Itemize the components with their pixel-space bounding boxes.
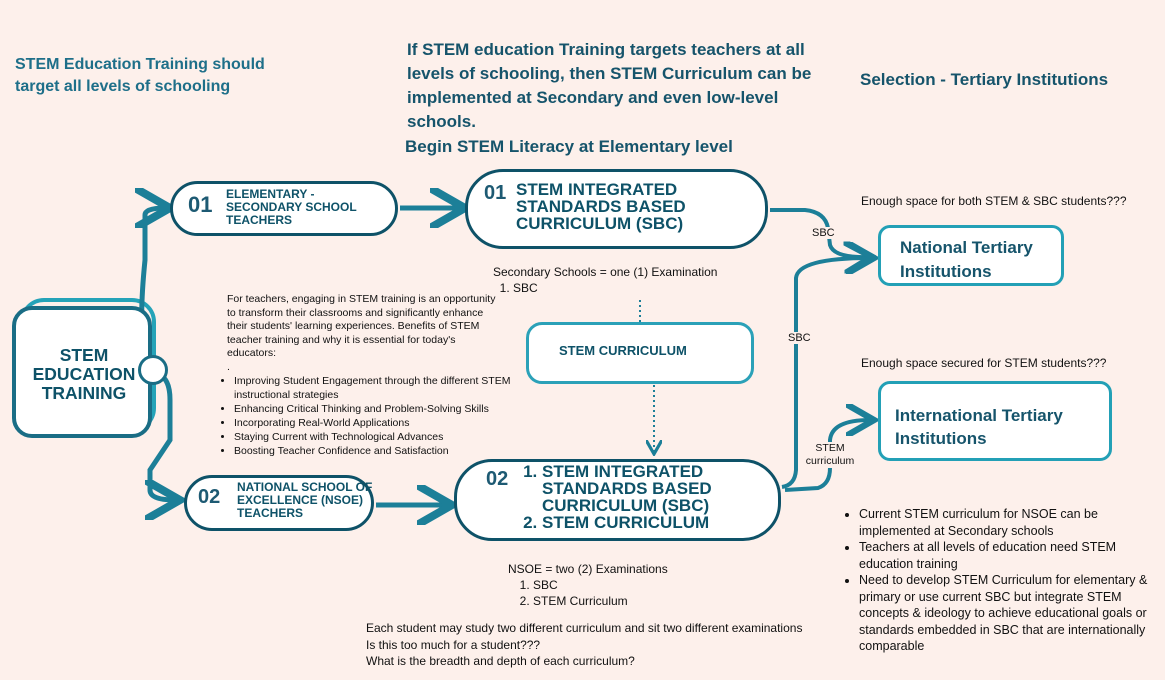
secondary-exam-item: 1. SBC: [513, 280, 717, 296]
national-question: Enough space for both STEM & SBC students???: [861, 194, 1127, 208]
nsoe-exam-item: 2. STEM Curriculum: [533, 593, 668, 609]
national-tertiary-label: National Tertiary Institutions: [900, 238, 1033, 281]
note-item: • Current STEM curriculum for NSOE can be implemented at Secondary schools: [859, 506, 1149, 539]
benefit-item: • Incorporating Real-World Applications: [234, 416, 534, 430]
arrow-label-stem-curriculum: STEM curriculum: [800, 442, 860, 468]
international-question: Enough space secured for STEM students???: [861, 356, 1107, 370]
heading-middle: If STEM education Training targets teachers at all levels of schooling, then STEM Curriculum can be implemented at Secondary and even low-level schools.: [407, 40, 812, 131]
nsoe-curriculum-number: 02: [486, 468, 509, 490]
benefit-item: • Boosting Teacher Confidence and Satisfaction: [234, 444, 534, 458]
secondary-exams: [493, 264, 717, 296]
note-item: • Teachers at all levels of education need STEM education training: [859, 539, 1149, 572]
stem-curriculum-label: STEM CURRICULUM: [559, 343, 687, 358]
notes-list: [843, 506, 1149, 655]
elementary-number: 01: [188, 192, 213, 217]
benefit-item: • Enhancing Critical Thinking and Problem-Solving Skills: [234, 402, 534, 416]
benefit-item: • Staying Current with Technological Advances: [234, 430, 534, 444]
elementary-label: ELEMENTARY - SECONDARY SCHOOL TEACHERS: [226, 187, 357, 227]
sbc-label: STEM INTEGRATED STANDARDS BASED CURRICULUM (SBC): [516, 180, 686, 233]
nsoe-exams: [508, 561, 668, 609]
arrow-label-sbc-top: SBC: [809, 227, 838, 239]
connector-node: [138, 355, 168, 385]
benefits-intro: For teachers, engaging in STEM training is an opportunity to transform their classrooms and significantly enhance their students' learning experiences. Benefits of STEM teacher training and why it is essential for today's educators:: [227, 293, 496, 359]
sbc-box: [465, 169, 768, 249]
nsoe-exams-title: NSOE = two (2) Examinations: [508, 562, 668, 576]
benefits-dot: .: [227, 361, 230, 373]
nsoe-teachers-box: [184, 475, 374, 531]
nsoe-curriculum-box: [454, 459, 781, 541]
elementary-teachers-box: [170, 181, 398, 236]
heading-left: STEM Education Training should target all levels of schooling: [15, 56, 265, 95]
note-item: • Need to develop STEM Curriculum for elementary & primary or use current SBC but integrate STEM concepts & ideology to achieve educational goals or standards embedded in SBC that are internationally comparable: [859, 572, 1149, 655]
stem-training-box: [12, 306, 152, 438]
bottom-questions: [366, 620, 802, 670]
bottom-question: What is the breadth and depth of each curriculum?: [366, 654, 635, 668]
stem-training-label: STEM EDUCATION TRAINING: [32, 345, 136, 403]
nsoe-number: 02: [198, 486, 221, 508]
nsoe-exam-item: 1. SBC: [533, 577, 668, 593]
international-tertiary-box: [878, 381, 1112, 461]
nsoe-label: NATIONAL SCHOOL OF EXCELLENCE (NSOE) TEACHERS: [237, 480, 373, 520]
sbc-number: 01: [484, 182, 507, 204]
national-tertiary-box: [878, 225, 1064, 286]
international-tertiary-label: International Tertiary Institutions: [895, 406, 1063, 448]
nsoe-curriculum-item-1: 1. STEM INTEGRATED STANDARDS BASED CURRICULUM (SBC): [542, 463, 762, 514]
arrow-label-sbc-mid: SBC: [785, 332, 814, 344]
nsoe-curriculum-list: [522, 463, 762, 531]
benefits-list: [220, 374, 534, 458]
heading-begin: Begin STEM Literacy at Elementary level: [405, 137, 733, 156]
bottom-question: Each student may study two different curriculum and sit two different examinations: [366, 621, 803, 635]
benefit-item: • Improving Student Engagement through the different STEM instructional strategies: [234, 374, 534, 402]
nsoe-curriculum-item-2: 2. STEM CURRICULUM: [542, 514, 762, 531]
heading-selection: Selection - Tertiary Institutions: [860, 70, 1109, 89]
secondary-exams-title: Secondary Schools = one (1) Examination: [493, 265, 718, 279]
stem-curriculum-box: [526, 322, 754, 384]
bottom-question: Is this too much for a student???: [366, 637, 541, 652]
